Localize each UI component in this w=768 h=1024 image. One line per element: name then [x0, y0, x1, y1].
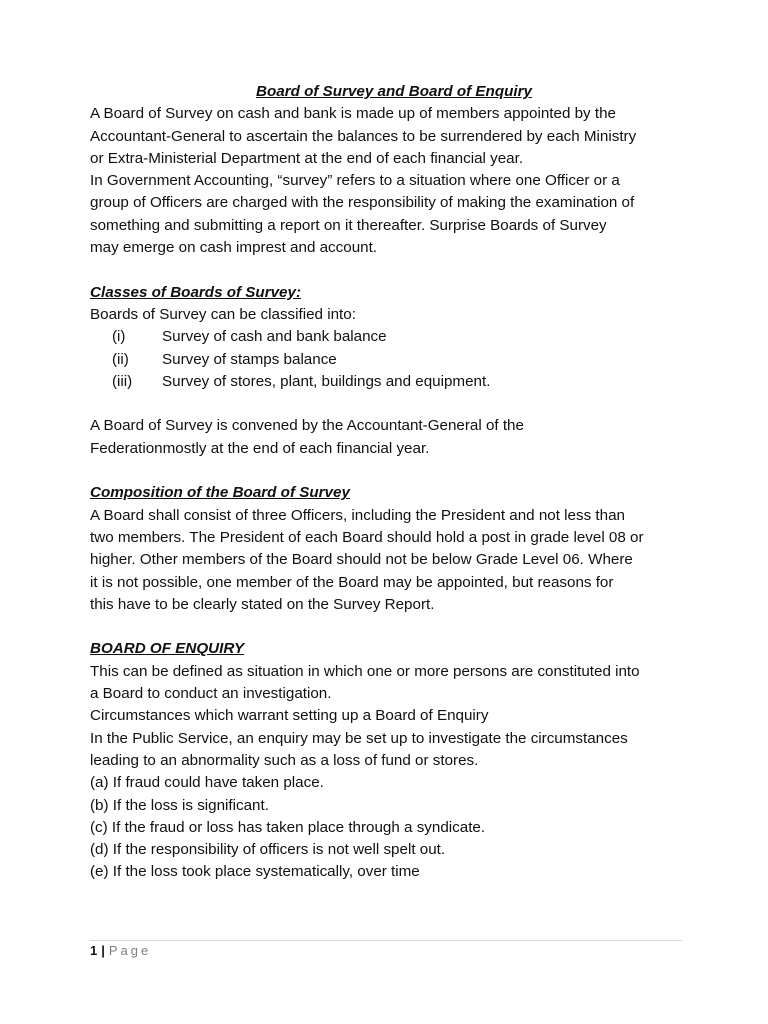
intro-line: something and submitting a report on it thereafter. Surprise Boards of Survey: [90, 216, 607, 234]
enquiry-line: (d) If the responsibility of officers is not well spelt out.: [90, 841, 446, 859]
composition-line: two members. The President of each Board should hold a post in grade level 08 or: [90, 528, 644, 546]
classes-lead: Boards of Survey can be classified into:: [90, 305, 356, 323]
enquiry-line: In the Public Service, an enquiry may be set up to investigate the circumstances: [90, 729, 628, 747]
composition-heading: Composition of the Board of Survey: [90, 484, 350, 502]
classes-heading-line: [90, 282, 690, 304]
composition-line: higher. Other members of the Board should not be below Grade Level 06. Where: [90, 551, 633, 569]
list-item-text: Survey of stores, plant, buildings and equipment.: [162, 372, 491, 390]
list-item-number: (ii): [112, 350, 129, 368]
page-footer: [90, 943, 151, 959]
list-item-text: Survey of cash and bank balance: [162, 328, 387, 346]
page-number: 1: [90, 943, 98, 958]
document-body: [90, 81, 690, 884]
enquiry-heading: BOARD OF ENQUIRY: [90, 640, 245, 658]
intro-line: may emerge on cash imprest and account.: [90, 239, 378, 257]
list-item: [90, 326, 690, 348]
intro-line: A Board of Survey on cash and bank is made up of members appointed by the: [90, 105, 616, 123]
composition-line: this have to be clearly stated on the Survey Report.: [90, 595, 435, 613]
enquiry-line: This can be defined as situation in which one or more persons are constituted into: [90, 662, 640, 680]
footer-separator: |: [101, 943, 105, 958]
page-label: Page: [108, 943, 152, 958]
enquiry-line: (b) If the loss is significant.: [90, 796, 269, 814]
composition-line: it is not possible, one member of the Board may be appointed, but reasons for: [90, 573, 614, 591]
enquiry-line: (c) If the fraud or loss has taken place through a syndicate.: [90, 818, 486, 836]
classes-heading-colon: :: [295, 283, 302, 301]
convened-line: Federationmostly at the end of each financial year.: [90, 439, 430, 457]
list-item-number: (i): [112, 328, 126, 346]
list-item-number: (iii): [112, 372, 133, 390]
list-item: [90, 371, 690, 393]
enquiry-line: (e) If the loss took place systematically, over time: [90, 863, 420, 881]
enquiry-line: leading to an abnormality such as a loss of fund or stores.: [90, 751, 479, 769]
page-title: Board of Survey and Board of Enquiry: [256, 83, 532, 100]
convened-line: A Board of Survey is convened by the Accountant-General of the: [90, 417, 524, 435]
footer-divider: [90, 940, 682, 941]
composition-line: A Board shall consist of three Officers, including the President and not less than: [90, 506, 625, 524]
classes-heading: Classes of Boards of Survey: [90, 283, 296, 301]
enquiry-line: (a) If fraud could have taken place.: [90, 774, 324, 792]
intro-line: or Extra-Ministerial Department at the end of each financial year.: [90, 149, 524, 167]
intro-line: In Government Accounting, “survey” refers to a situation where one Officer or a: [90, 172, 620, 190]
enquiry-line: a Board to conduct an investigation.: [90, 685, 332, 703]
intro-line: Accountant-General to ascertain the balances to be surrendered by each Ministry: [90, 127, 637, 145]
list-item: [90, 349, 690, 371]
intro-line: group of Officers are charged with the responsibility of making the examination of: [90, 194, 635, 212]
enquiry-line: Circumstances which warrant setting up a Board of Enquiry: [90, 707, 489, 725]
list-item-text: Survey of stamps balance: [162, 350, 337, 368]
